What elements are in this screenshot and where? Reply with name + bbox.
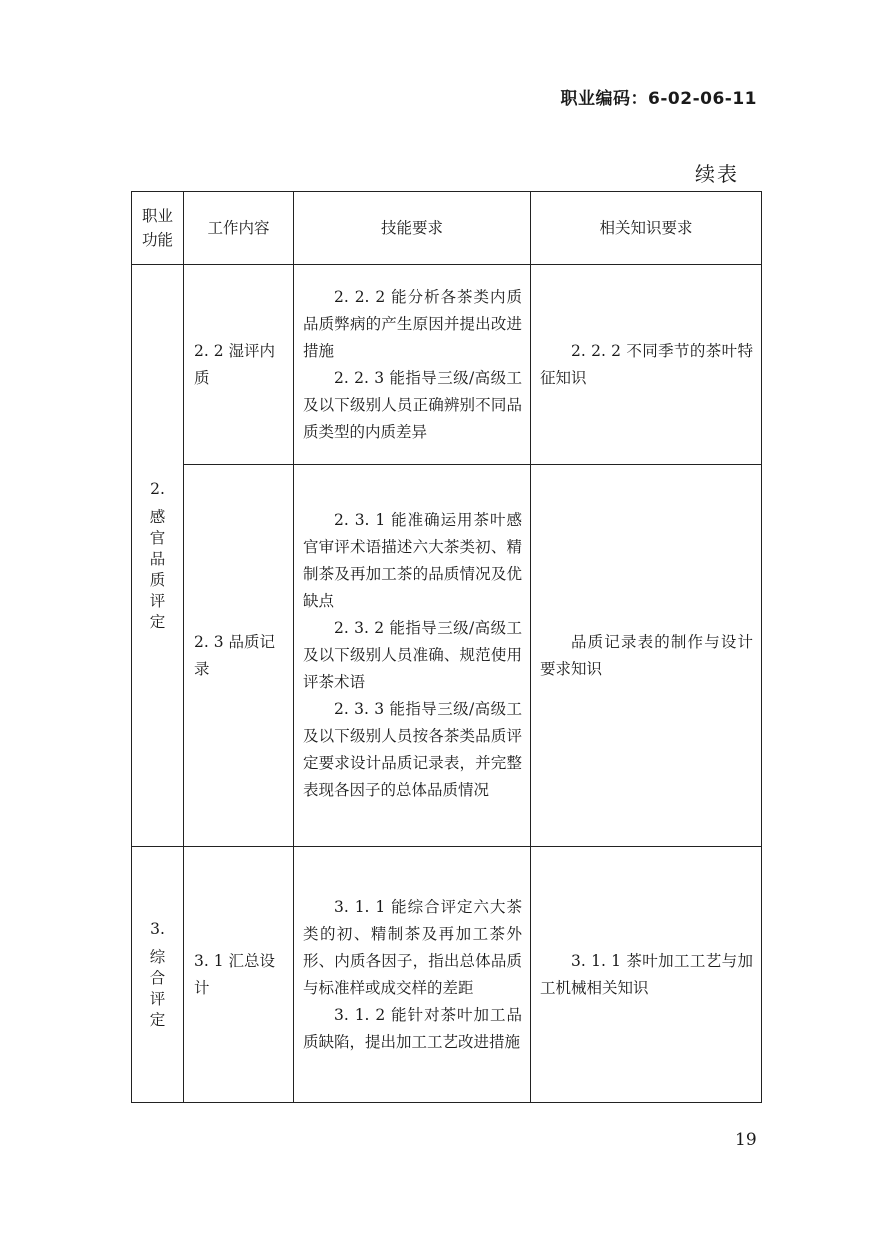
function-cell-3: [132, 847, 184, 1103]
function-cell-2: [132, 265, 184, 847]
skill-cell: [294, 265, 531, 465]
skill-cell: [294, 847, 531, 1103]
knowledge-cell: [531, 265, 762, 465]
skill-cell: [294, 465, 531, 847]
continued-label: 续表: [695, 162, 739, 186]
skill-item: 2. 3. 2 能指导三级/高级工及以下级别人员准确、规范使用评茶术语: [303, 619, 522, 691]
work-content-text: 3. 1 汇总设计: [194, 951, 276, 997]
table-row: [132, 465, 762, 847]
knowledge-text: 2. 2. 2 不同季节的茶叶特征知识: [540, 341, 753, 387]
occupation-code: 职业编码：6-02-06-11: [560, 89, 757, 109]
skills-table: [131, 191, 762, 1103]
skill-item: 2. 3. 3 能指导三级/高级工及以下级别人员按各茶类品质评定要求设计品质记录表，并完整表现各因子的总体品质情况: [303, 700, 522, 799]
skill-item: 2. 3. 1 能准确运用茶叶感官审评术语描述六大茶类初、精制茶及再加工茶的品质情况及优缺点: [303, 511, 522, 610]
skill-item: 3. 1. 1 能综合评定六大茶类的初、精制茶及再加工茶外形、内质各因子，指出总体品质与标准样或成交样的差距: [303, 897, 522, 997]
function-name: 综合评定: [149, 947, 166, 1029]
skill-item: 2. 2. 3 能指导三级/高级工及以下级别人员正确辨别不同品质类型的内质差异: [303, 368, 522, 441]
work-content-cell: [184, 265, 294, 465]
function-number: 2.: [150, 479, 165, 498]
function-name: 感官品质评定: [149, 507, 166, 631]
header-work-content: 工作内容: [184, 192, 294, 265]
function-number: 3.: [150, 919, 165, 938]
work-content-text: 2. 3 品质记录: [194, 632, 276, 678]
work-content-text: 2. 2 湿评内质: [194, 341, 276, 387]
knowledge-cell: [531, 847, 762, 1103]
work-content-cell: [184, 465, 294, 847]
knowledge-text: 品质记录表的制作与设计要求知识: [540, 632, 753, 678]
header-knowledge-requirements: 相关知识要求: [531, 192, 762, 265]
header-function: 职业 功能: [132, 192, 184, 265]
header-skill-requirements: 技能要求: [294, 192, 531, 265]
table-header-row: [132, 192, 762, 265]
page-number: 19: [735, 1130, 757, 1150]
knowledge-text: 3. 1. 1 茶叶加工工艺与加工机械相关知识: [540, 951, 753, 997]
knowledge-cell: [531, 465, 762, 847]
table-row: [132, 265, 762, 465]
table-row: [132, 847, 762, 1103]
work-content-cell: [184, 847, 294, 1103]
skill-item: 2. 2. 2 能分析各茶类内质品质弊病的产生原因并提出改进措施: [303, 287, 522, 360]
skill-item: 3. 1. 2 能针对茶叶加工品质缺陷，提出加工工艺改进措施: [303, 1005, 522, 1051]
